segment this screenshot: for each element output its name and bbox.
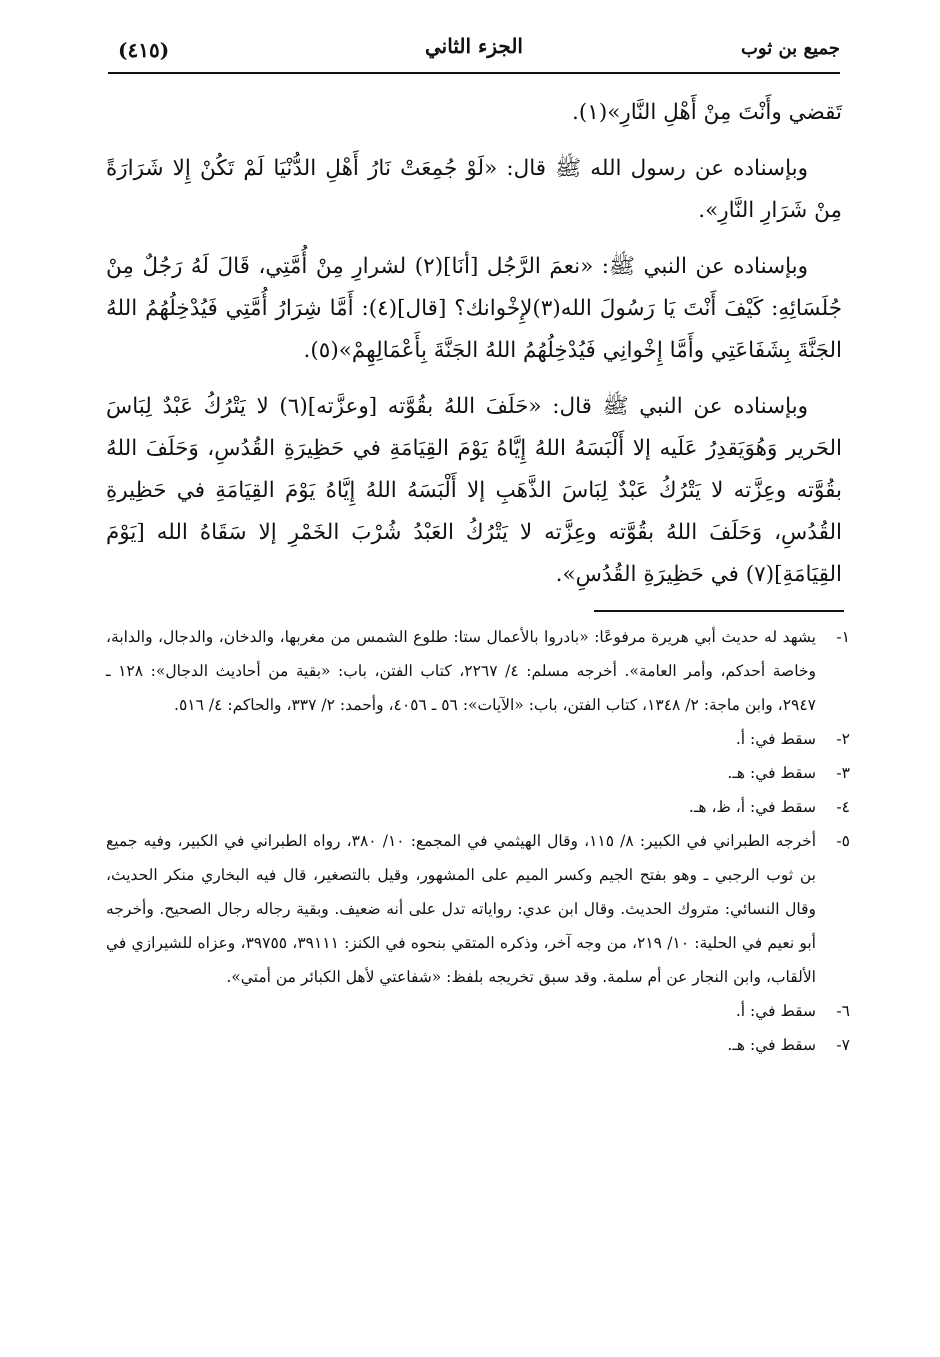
footnote-text: سقط في: هـ. [727,764,816,782]
page-number: (٤١٥) [118,38,170,62]
paragraph: وبإسناده عن رسول الله ﷺ قال: «لَوْ جُمِعَتْ نَارُ أَهْلِ الدُّنْيَا لَمْ تَكُنْ إِلا شَرَارَةً مِنْ شَرَارِ النَّارِ». [106,156,842,223]
paragraph: وبإسناده عن النبي ﷺ قال: «حَلَفَ اللهُ بقُوَّته [وعزَّته](٦) لا يَتْرُكُ عَبْدٌ لِبَاسَ الحَرير وَهُوَيَقدِرُ عَلَيه إلا أَلْبَسَهُ اللهُ إِيَّاهُ يَوْمَ القِيَامَةِ في حَظِيرَةِ القُدُسِ، وَحَلَفَ اللهُ بقُوَّته وعِزَّته لا يَتْرُكُ عَبْدٌ لِبَاسَ الذَّهَبِ إلا أَلْبَسَهُ اللهُ إِيَّاهُ يَوْمَ القِيَامَةِ في حَظِيرةِ القُدُسِ، وَحَلَفَ اللهُ بقُوَّته وعِزَّته لا يَتْرُكُ العَبْدُ شُرْبَ الخَمْرِ إلا سَقَاهُ الله [يَوْمَ القِيَامَةِ](٧) في حَظِيرَةِ القُدُسِ». [106,394,842,587]
running-header-part: الجزء الثاني [425,34,523,58]
footnote-text: سقط في: أ. [735,1002,816,1020]
footnote-number: ٣- [836,764,850,782]
footnote-text: يشهد له حديث أبي هريرة مرفوعًا: «بادروا بالأعمال ستا: طلوع الشمس من مغربها، والدخان، والدجال، والدابة، وخاصة أحدكم، وأمر العامة». أخرجه مسلم: ٤/ ٢٢٦٧، كتاب الفتن، باب: «بقية من أحاديث الدجال»: ١٢٨ ـ ٢٩٤٧، وابن ماجة: ٢/ ١٣٤٨، كتاب الفتن، باب: «الآيات»: ٥٦ ـ ٤٠٥٦، وأحمد: ٢/ ٣٣٧، والحاكم: ٤/ ٥١٦. [106,628,816,714]
running-header-author: جميع بن ثوب [740,38,840,59]
footnotes [106,620,850,1062]
footnote-text: سقط في: أ، ظ، هـ. [688,798,816,816]
footnote-number: ٤- [836,798,850,816]
footnote [106,620,850,722]
footnote [106,1028,850,1062]
footnote [106,756,850,790]
header-rule [108,72,840,74]
footnote-number: ٢- [836,730,850,748]
footnote-number: ٧- [836,1036,850,1054]
footnote [106,722,850,756]
footnote-number: ٦- [836,1002,850,1020]
page-header [108,30,840,74]
footnote-text: سقط في: أ. [735,730,816,748]
footnote-text: أخرجه الطبراني في الكبير: ٨/ ١١٥، وقال الهيثمي في المجمع: ١٠/ ٣٨٠، رواه الطبراني في الكبير، وفيه جميع بن ثوب الرجبي ـ وهو بفتح الجيم وكسر الميم على المشهور، وقيل بالتصغير، قال فيه البخاري منكر الحديث، وقال النسائي: متروك الحديث. وقال ابن عدي: رواياته تدل على أنه ضعيف. وبقية رجاله رجال الصحيح. وأخرجه أبو نعيم في الحلية: ١٠/ ٢١٩، من وجه آخر، وذكره المتقي بنحوه في الكنز: ٣٩١١١، ٣٩٧٥٥، وعزاه للشيرازي في الألقاب، وابن النجار عن أم سلمة. وقد سبق تخريجه بلفظ: «شفاعتي لأهل الكبائر من أمتي». [106,832,817,986]
paragraph: وبإسناده عن النبي ﷺ: «نعمَ الرَّجُل [أنَا](٢) لشرارِ مِنْ أُمَّتِي، قَالَ لَهُ رَجُلٌ مِنْ جُلَسَائِهِ: كَيْفَ أَنْتَ يَا رَسُولَ الله(٣)لإِخْوانك؟ [قال](٤): أَمَّا شِرَارُ أُمَّتِي فَيُدْخِلُهُمُ اللهُ الجَنَّةَ بِشَفَاعَتِي وأَمَّا إِخْوانِي فَيُدْخِلُهُمُ اللهُ الجَنَّةَ بِأَعْمَالِهِمْ»(٥). [106,254,842,363]
footnote [106,790,850,824]
main-text [106,92,842,610]
footnote-number: ١- [836,628,850,646]
footnote-separator [594,610,844,612]
paragraph: تَقضي وأَنْتَ مِنْ أَهْلِ النَّارِ»(١). [572,100,842,125]
footnote-number: ٥- [836,832,850,850]
footnote [106,824,850,994]
footnote-text: سقط في: هـ. [727,1036,816,1054]
footnote [106,994,850,1028]
